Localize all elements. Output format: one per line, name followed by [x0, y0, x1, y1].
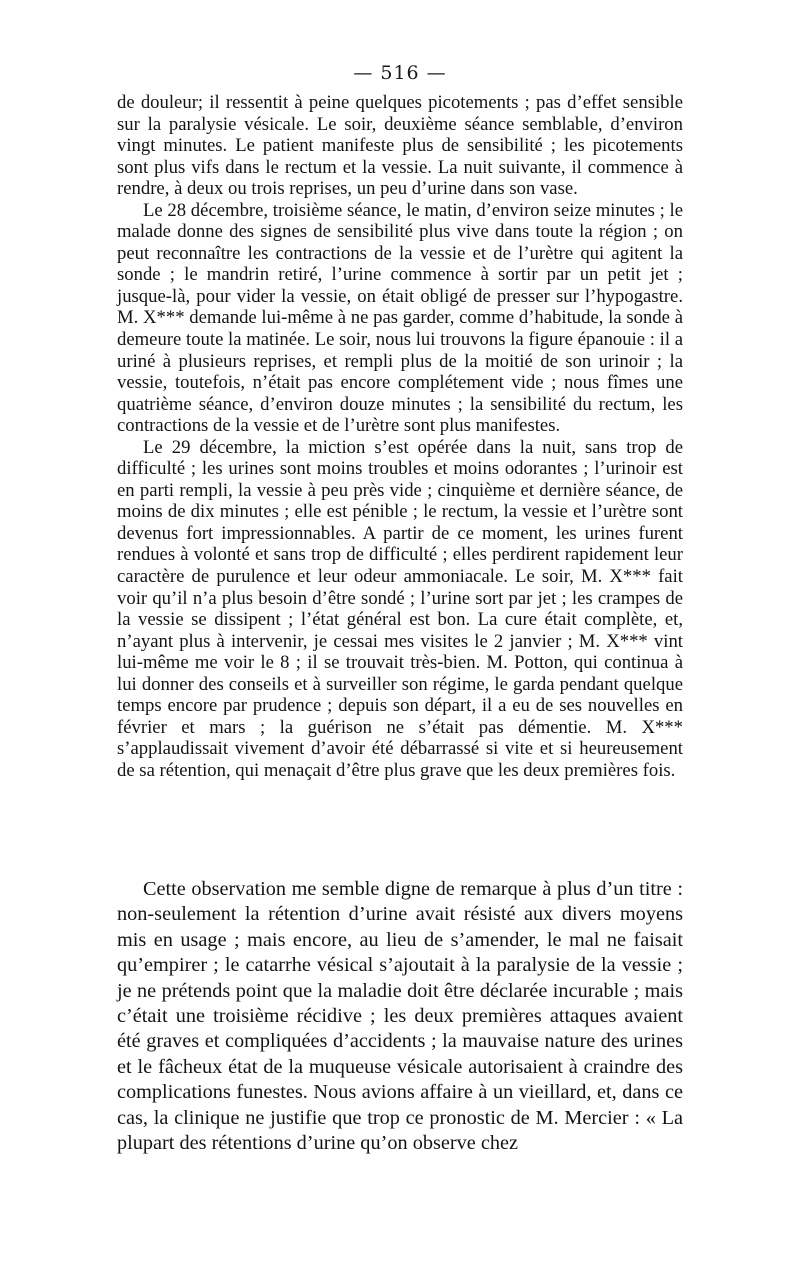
paragraph-28-december: Le 28 décembre, troisième séance, le matin, d’environ seize minutes ; le malade donne des signes de sensibilité plus vive dans toute la région ; on peut reconnaître les contractions de la vessie et de l’urètre qui agitent la sonde ; le mandrin retiré, l’urine commence à sortir par un petit jet ; jusque-là, pour vider la vessie, on était obligé de presser sur l’hypogastre. M. X*** demande lui-même à ne pas garder, comme d’habitude, la sonde à demeure toute la matinée. Le soir, nous lui trouvons la figure épanouie : il a uriné à plusieurs reprises, et rempli plus de la moitié de son urinoir ; la vessie, toutefois, n’était pas encore complétement vide ; nous fîmes une quatrième séance, d’environ douze minutes ; la sensibilité du rectum, les contractions de la vessie et de l’urètre sont plus manifestes. [117, 199, 683, 437]
body-text-small [117, 92, 683, 782]
body-text-large [117, 877, 683, 1156]
page-number: — 516 — [353, 62, 447, 84]
paragraph-29-december: Le 29 décembre, la miction s’est opérée dans la nuit, sans trop de difficulté ; les urines sont moins troubles et moins odorantes ; l’urinoir est en parti rempli, la vessie à peu près vide ; cinquième et dernière séance, de moins de dix minutes ; elle est pénible ; le rectum, la vessie et l’urètre sont devenus fort impressionnables. A partir de ce moment, les urines furent rendues à volonté et sans trop de difficulté ; elles perdirent rapidement leur caractère de purulence et leur odeur ammoniacale. Le soir, M. X*** fait voir qu’il n’a plus besoin d’être sondé ; l’urine sort par jet ; les crampes de la vessie se dissipent ; l’état général est bon. La cure était complète, et, n’ayant plus à intervenir, je cessai mes visites le 2 janvier ; M. X*** vint lui-même me voir le 8 ; il se trouvait très-bien. M. Potton, qui continua à lui donner des conseils et à surveiller son régime, le garda pendant quelque temps encore par prudence ; depuis son départ, il a eu de ses nouvelles en février et mars ; la guérison ne s’était pas démentie. M. X*** s’applaudissait vivement d’avoir été débarrassé si vite et si heureusement de sa rétention, qui menaçait d’être plus grave que les deux premières fois. [117, 436, 683, 781]
paragraph-observation: Cette observation me semble digne de remarque à plus d’un titre : non-seulement la rétention d’urine avait résisté aux divers moyens mis en usage ; mais encore, au lieu de s’amender, le mal ne faisait qu’empirer ; le catarrhe vésical s’ajoutait à la paralysie de la vessie ; je ne prétends point que la maladie doit être déclarée incurable ; mais c’était une troisième récidive ; les deux premières attaques avaient été graves et compliquées d’accidents ; la mauvaise nature des urines et le fâcheux état de la muqueuse vésicale autorisaient à craindre des complications funestes. Nous avions affaire à un vieillard, et, dans ce cas, la clinique ne justifie que trop ce pronostic de M. Mercier : « La plupart des rétentions d’urine qu’on observe chez [117, 878, 683, 1155]
paragraph-continuation: de douleur; il ressentit à peine quelques picotements ; pas d’effet sensible sur la paralysie vésicale. Le soir, deuxième séance semblable, d’environ vingt minutes. Le patient manifeste plus de sensibilité ; les picotements sont plus vifs dans le rectum et la vessie. La nuit suivante, il commence à rendre, à deux ou trois reprises, un peu d’urine dans son vase. [117, 92, 683, 200]
